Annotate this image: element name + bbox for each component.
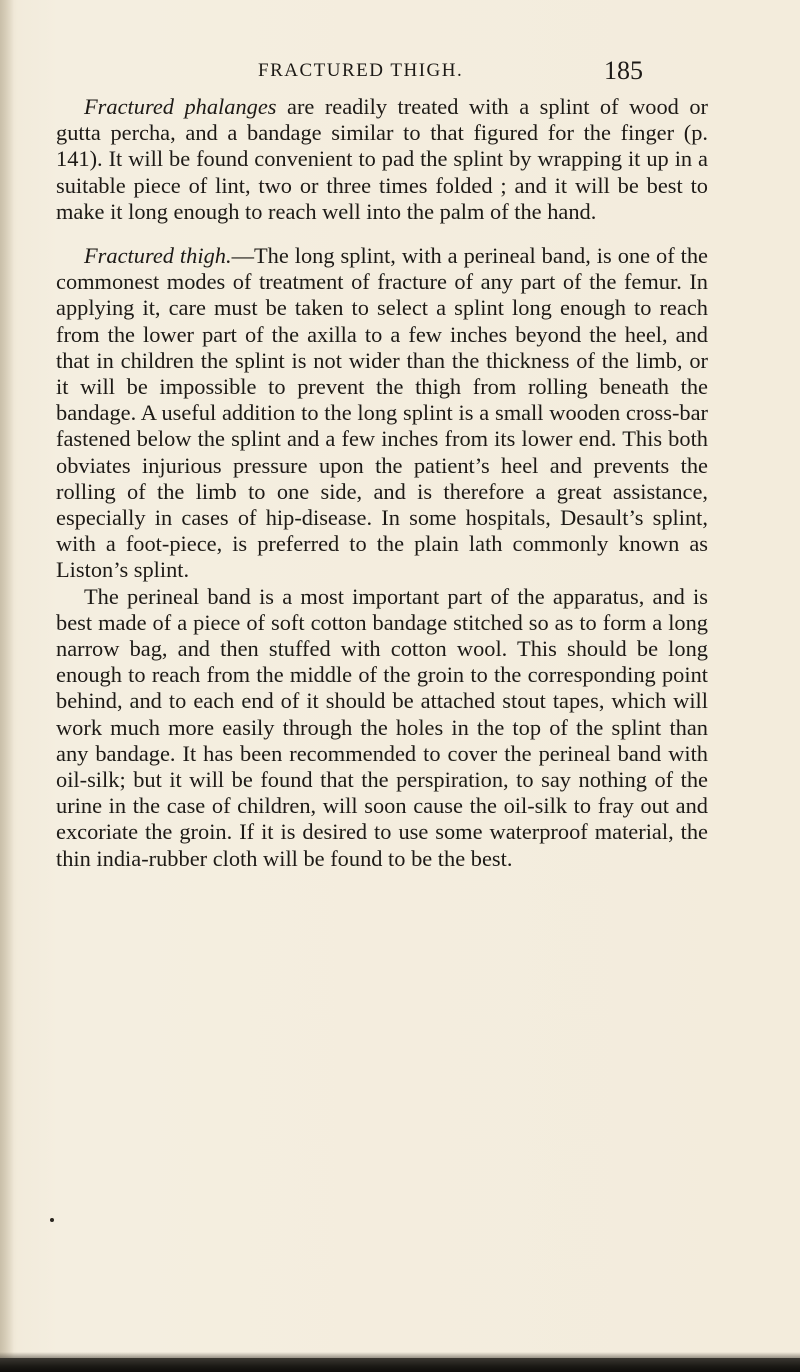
running-title: FRACTURED THIGH. xyxy=(258,60,464,81)
spine-shadow xyxy=(0,0,14,1372)
paragraph-lead: Fractured phalanges xyxy=(84,94,277,119)
paragraph-text: are readily treated with a splint of wood or gutta percha, and a bandage similar to that figured for the finger (p. 141). It will be found convenient to pad the splint by wrapping it up in a suitable piece of lint, two or three times folded ; and it will be best to make it long enough to reach well into the palm of the hand. xyxy=(56,94,708,224)
paragraph-text: —The long splint, with a perineal band, is one of the commonest modes of treatment of fracture of any part of the femur. In applying it, care must be taken to select a splint long enough to reach from the lower part of the axilla to a few inches beyond the heel, and that in children the splint is not wider than the thickness of the limb, or it will be impossible to prevent the thigh from rolling beneath the bandage. A useful addition to the long splint is a small wooden cross-bar fastened below the splint and a few inches from its lower end. This both obviates injurious pressure upon the patient’s heel and prevents the rolling of the limb to one side, and is therefore a great assistance, especially in cases of hip-disease. In some hospitals, Desault’s splint, with a foot-piece, is preferred to the plain lath commonly known as Liston’s splint. xyxy=(56,243,708,583)
paragraph-text: The perineal band is a most important part of the apparatus, and is best made of a piece of soft cotton bandage stitched so as to form a long narrow bag, and then stuffed with cotton wool. This should be long enough to reach from the middle of the groin to the corresponding point behind, and to each end of it should be attached stout tapes, which will work much more easily through the holes in the top of the splint than any bandage. It has been recommended to cover the perineal band with oil-silk; but it will be found that the perspiration, to say nothing of the urine in the case of children, will soon cause the oil-silk to fray out and excoriate the groin. If it is desired to use some waterproof material, the thin india-rubber cloth will be found to be the best. xyxy=(56,583,708,871)
page-bottom-edge xyxy=(0,1358,800,1372)
running-head xyxy=(0,56,800,90)
margin-dot-mark xyxy=(50,1218,54,1222)
paragraph-fractured-phalanges xyxy=(56,94,708,225)
page-number: 185 xyxy=(604,56,643,85)
paragraph-lead: Fractured thigh. xyxy=(84,243,232,269)
paragraph-perineal-band xyxy=(56,584,708,872)
body-text xyxy=(56,94,708,872)
paragraph-fractured-thigh xyxy=(56,243,708,584)
